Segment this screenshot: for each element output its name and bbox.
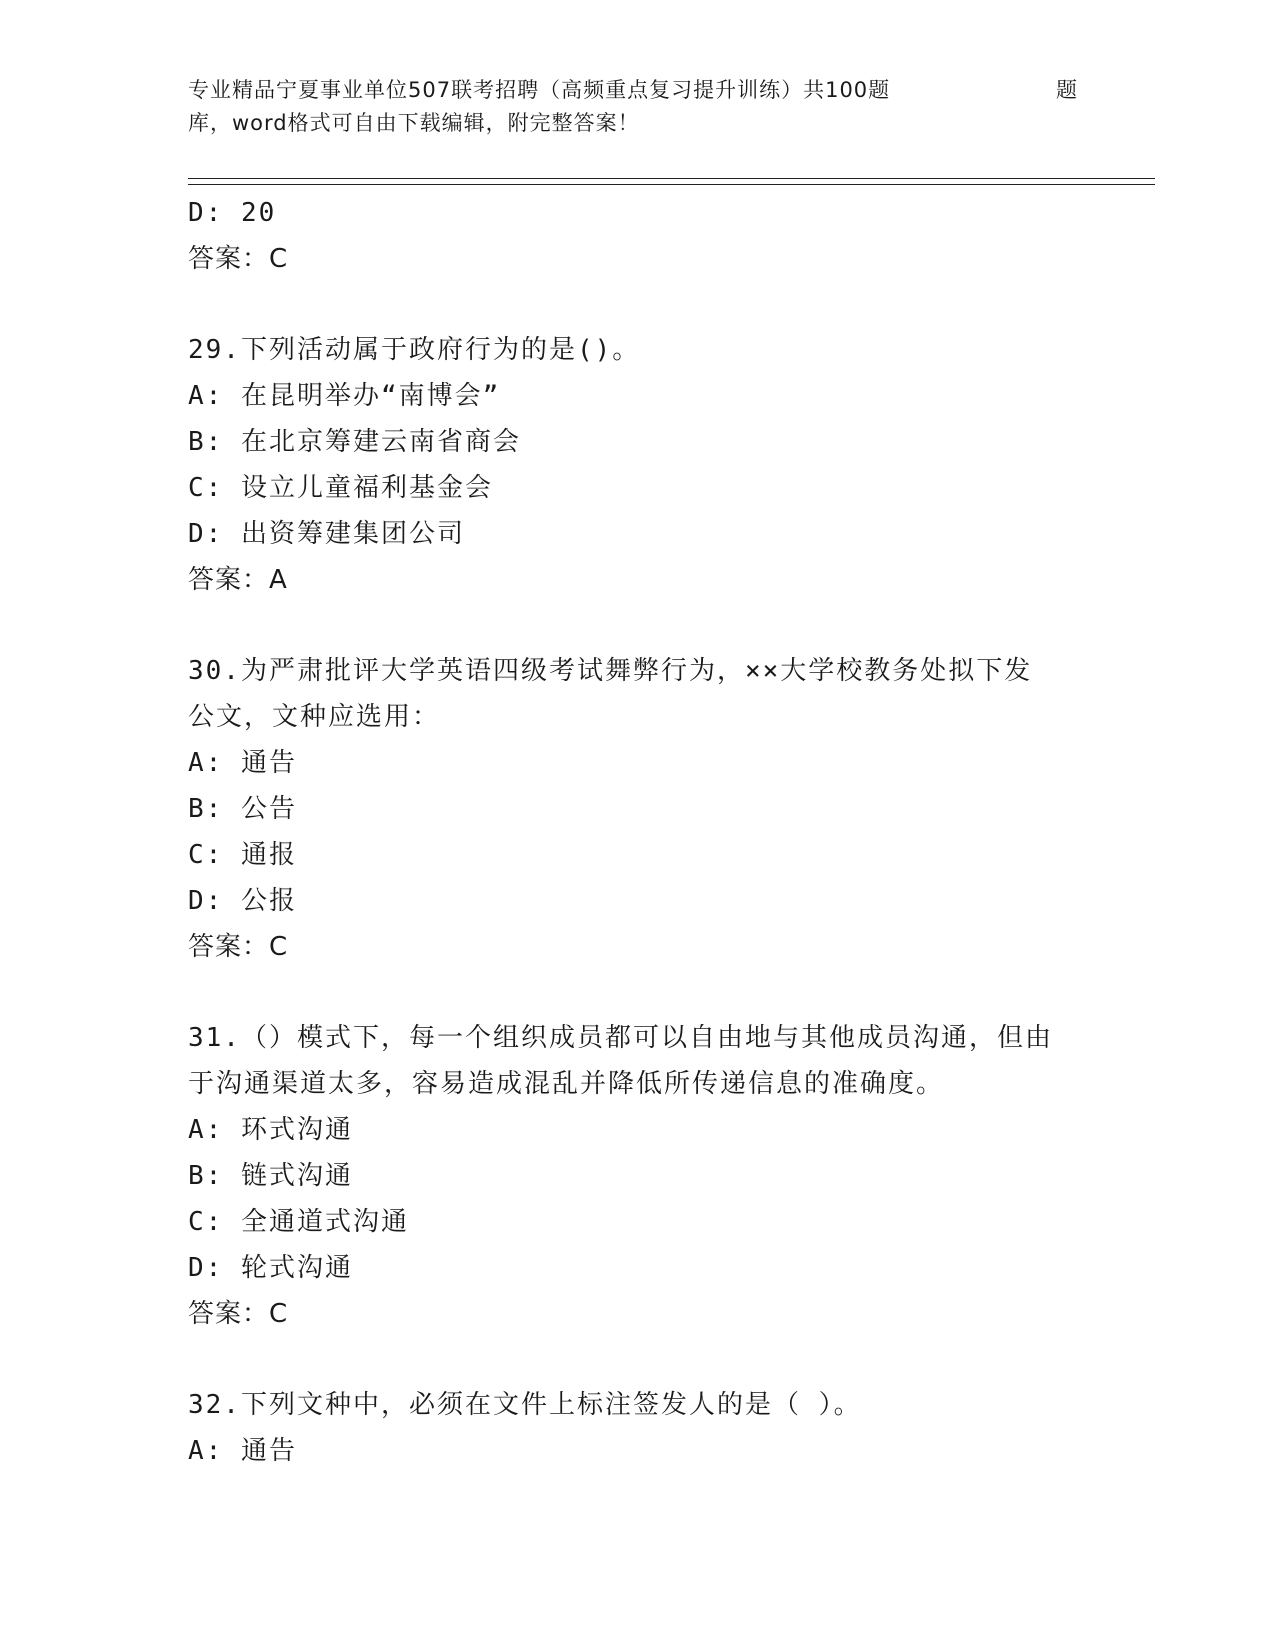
question-32-text: 32.下列文种中，必须在文件上标注签发人的是（ ）。 xyxy=(188,1390,862,1420)
question-30-option-d: D: 公报 xyxy=(188,886,297,916)
question-29-option-d: D: 出资筹建集团公司 xyxy=(188,519,465,549)
header-line-1 xyxy=(188,74,1088,107)
question-30-answer: 答案：C xyxy=(188,932,289,962)
question-29-answer: 答案：A xyxy=(188,565,288,595)
question-31-option-d: D: 轮式沟通 xyxy=(188,1253,353,1283)
question-31-text-line-2: 于沟通渠道太多，容易造成混乱并降低所传递信息的准确度。 xyxy=(188,1069,945,1099)
question-content xyxy=(188,190,1088,1474)
question-29-option-b: B: 在北京筹建云南省商会 xyxy=(188,427,521,457)
answer-line: 答案：C xyxy=(188,244,289,274)
header-divider-bottom xyxy=(188,184,1155,185)
header-title-tail: 题 xyxy=(1056,78,1078,102)
question-29-option-a: A: 在昆明举办“南博会” xyxy=(188,381,501,411)
header-line-2: 库，word格式可自由下载编辑，附完整答案！ xyxy=(188,111,640,135)
question-31-option-b: B: 链式沟通 xyxy=(188,1161,353,1191)
question-30-text-line-2: 公文，文种应选用： xyxy=(188,702,441,732)
question-30-option-c: C: 通报 xyxy=(188,840,297,870)
option-d: D: 20 xyxy=(188,198,277,228)
question-30-option-b: B: 公告 xyxy=(188,794,297,824)
question-29-option-c: C: 设立儿童福利基金会 xyxy=(188,473,493,503)
question-32-option-a: A: 通告 xyxy=(188,1436,297,1466)
question-31-option-c: C: 全通道式沟通 xyxy=(188,1207,409,1237)
question-31-text-line-1: 31.（）模式下，每一个组织成员都可以自由地与其他成员沟通，但由 xyxy=(188,1023,1053,1053)
header-title: 专业精品宁夏事业单位507联考招聘（高频重点复习提升训练）共100题 xyxy=(188,78,891,102)
question-31-option-a: A: 环式沟通 xyxy=(188,1115,353,1145)
question-29-text: 29.下列活动属于政府行为的是()。 xyxy=(188,335,641,365)
header-divider-top xyxy=(188,178,1155,179)
question-30-text-line-1: 30.为严肃批评大学英语四级考试舞弊行为，××大学校教务处拟下发 xyxy=(188,656,1033,686)
question-30-option-a: A: 通告 xyxy=(188,748,297,778)
page-header xyxy=(188,74,1088,140)
question-31-answer: 答案：C xyxy=(188,1299,289,1329)
